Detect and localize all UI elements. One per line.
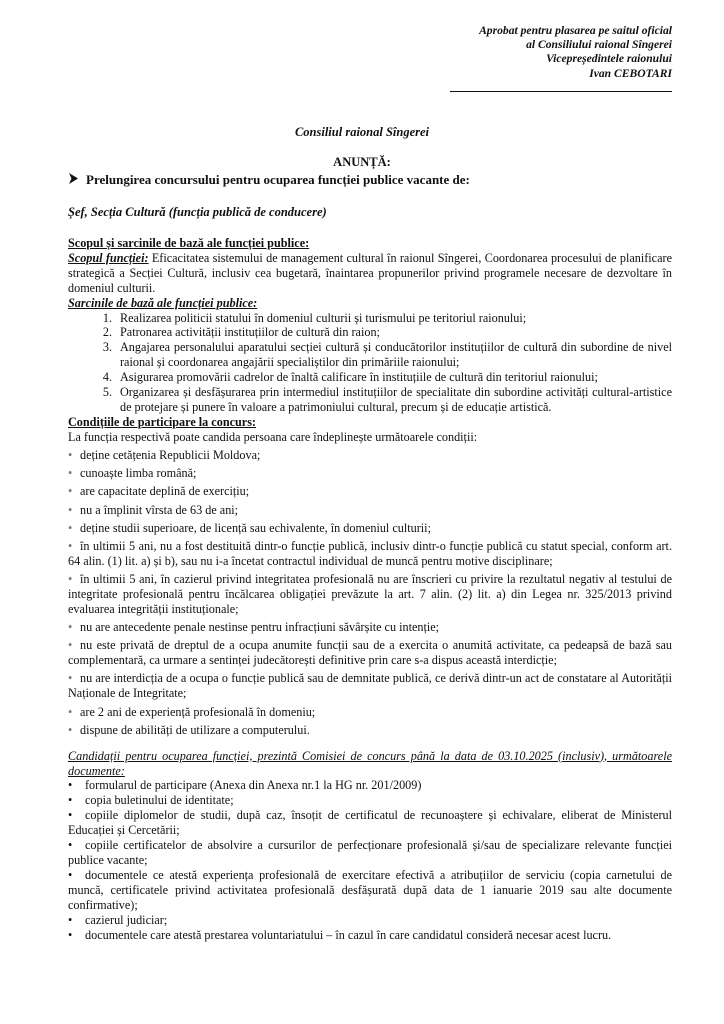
list-item: • nu este privată de dreptul de a ocupa anumite funcții sau de a exercita o anumită activitate, ca pedeapsă de bază sau complementară, ca urmare a sentinței judecătorești definitive prin care s-a dispus această interdicție; <box>68 638 672 668</box>
candidates-heading: Candidații pentru ocuparea funcției, prezintă Comisiei de concurs până la data de 03.10.2025 (inclusiv), următoarele documente: <box>68 748 672 778</box>
bullet-icon: • <box>68 793 73 808</box>
position-title: Șef, Secția Cultură (funcția publică de conducere) <box>68 205 327 219</box>
conditions-intro: La funcția respectivă poate candida persoana care îndeplinește următoarele condiții: <box>68 429 478 444</box>
bullet-icon: • <box>68 638 73 653</box>
bullet-icon: • <box>68 484 73 499</box>
bullet-icon: • <box>68 867 73 882</box>
extension-heading <box>68 172 470 188</box>
bullet-icon: • <box>68 808 73 823</box>
announcement-title: ANUNȚĂ: <box>333 155 391 169</box>
conditions-list <box>68 445 672 738</box>
bullet-icon: • <box>68 572 73 587</box>
approval-line: Vicepreședintele raionului <box>546 52 672 66</box>
approval-signatory: Ivan CEBOTARI <box>589 66 672 80</box>
bullet-icon: • <box>68 539 73 553</box>
list-item: 2. Patronarea activității instituțiilor de cultură din raion; <box>102 325 380 340</box>
approval-line: al Consiliului raional Sîngerei <box>526 38 672 52</box>
tasks-label: Sarcinile de bază ale funcției publice: <box>68 295 258 310</box>
list-item: • copiile certificatelor de absolvire a cursurilor de perfecționare profesională și/sau de specializare relevante funcției publice vacante; <box>68 838 672 867</box>
list-item: • cunoaște limba română; <box>68 466 197 481</box>
bullet-icon: • <box>68 671 73 686</box>
list-item: • are capacitate deplină de exercițiu; <box>68 484 250 499</box>
bullet-icon: • <box>68 502 73 517</box>
list-item: • deține studii superioare, de licență sau echivalente, în domeniul culturii; <box>68 520 431 535</box>
bullet-icon: • <box>68 912 73 927</box>
bullet-icon: • <box>68 722 73 737</box>
signature-line <box>450 81 672 92</box>
bullet-icon: • <box>68 620 73 635</box>
bullet-icon: • <box>68 466 73 481</box>
list-item: • documentele ce atestă experiența profesională de exercitare efectivă a atribuțiilor de serviciu (copia carnetului de muncă, certificatele privind activitatea profesională desfășurată după data de 1 ianuarie 2019 sau alte documente confirmative); <box>68 867 672 912</box>
scope-paragraph <box>68 251 672 296</box>
list-item: • dispune de abilități de utilizare a computerului. <box>68 722 310 737</box>
list-item: • nu a împlinit vîrsta de 63 de ani; <box>68 502 239 517</box>
approval-block <box>450 24 672 92</box>
bullet-icon: • <box>68 927 73 942</box>
bullet-icon: • <box>68 838 73 853</box>
council-name: Consiliul raional Sîngerei <box>294 125 430 139</box>
list-item: • nu are antecedente penale nestinse pentru infracțiuni săvârșite cu intenție; <box>68 620 440 635</box>
scope-label: Scopul funcției: <box>68 250 149 265</box>
bullet-icon: • <box>68 704 73 719</box>
list-item: 4. Asigurarea promovării cadrelor de înaltă calificare în instituțiile de cultură din teritoriul raionului; <box>102 370 598 385</box>
arrow-bullet-icon <box>68 172 86 188</box>
list-item: 5. Organizarea și desfășurarea prin intermediul instituțiilor de specialitate din subordine activități cultural-artistice de protejare și punere în valoare a patrimoniului cultural, precum și de educație artistică. <box>102 385 672 414</box>
list-item: • are 2 ani de experiență profesională în domeniu; <box>68 704 316 719</box>
list-item: 1. Realizarea politicii statului în domeniul culturii și turismului pe teritoriul raionului; <box>102 310 527 325</box>
announcement-body <box>68 236 672 942</box>
scope-heading: Scopul și sarcinile de bază ale funcției publice: <box>68 236 310 250</box>
list-item: • documentele care atestă prestarea voluntariatului – în cazul în care candidatul consideră necesar acest lucru. <box>68 927 612 942</box>
bullet-icon: • <box>68 447 73 462</box>
approval-line: Aprobat pentru plasarea pe saitul oficial <box>479 24 672 37</box>
scope-text: Eficacitatea sistemului de management cultural în raionul Sîngerei, Coordonarea procesului de planificare strategică a Secției Cultură, inclusiv cea bugetară, înaintarea propunerilor privind programele necesare de dezvoltare în domeniul culturii. <box>68 250 672 295</box>
list-item: • în ultimii 5 ani, nu a fost destituită dintr-o funcție publică, inclusiv dintr-o funcție publică cu statut special, conform art. 64 alin. (1) lit. a) și b), sau nu i-a încetat contractul individual de muncă pentru motive disciplinare; <box>68 539 672 568</box>
list-item: 3. Angajarea personalului aparatului secției cultură și conducătorilor instituțiilor de cultură din subordine de nivel raional și coordonarea angajării specialiștilor din primăriile raionului; <box>102 340 672 370</box>
list-item: • deține cetățenia Republicii Moldova; <box>68 447 261 462</box>
tasks-list <box>68 311 672 415</box>
list-item: • formularul de participare (Anexa din Anexa nr.1 la HG nr. 201/2009) <box>68 778 422 793</box>
documents-list <box>68 778 672 942</box>
extension-text: Prelungirea concursului pentru ocuparea funcției publice vacante de: <box>86 172 470 187</box>
conditions-heading: Condițiile de participare la concurs: <box>68 414 256 429</box>
list-item: • cazierul judiciar; <box>68 912 168 927</box>
bullet-icon: • <box>68 520 73 535</box>
list-item: • copiile diplomelor de studii, după caz, însoțit de certificatul de recunoaștere și echivalare, eliberat de Ministerul Educației și Cercetării; <box>68 808 672 838</box>
list-item: • nu are interdicția de a ocupa o funcție publică sau de demnitate publică, ce derivă dintr-un act de constatare al Autorității Naționale de Integritate; <box>68 671 672 701</box>
list-item: • în ultimii 5 ani, în cazierul privind integritatea profesională nu are înscrieri cu privire la rezultatul negativ al testului de integritate profesională pentru încălcarea obligației prevăzute la art. 7 alin. (2) lit. a) din Legea nr. 325/2013 privind evaluarea integrității instituționale; <box>68 572 672 616</box>
list-item: • copia buletinului de identitate; <box>68 793 234 808</box>
bullet-icon: • <box>68 778 73 793</box>
